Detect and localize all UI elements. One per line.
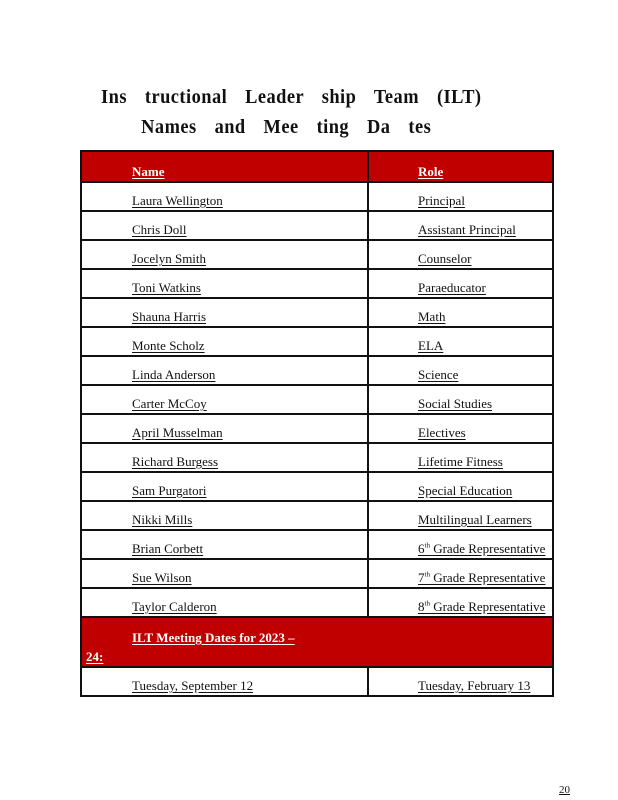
table-row xyxy=(81,182,553,211)
member-name: Monte Scholz xyxy=(132,338,205,353)
member-name: Richard Burgess xyxy=(132,454,219,469)
member-name: Sue Wilson xyxy=(132,570,192,585)
member-role: Lifetime Fitness xyxy=(418,454,503,469)
table-row xyxy=(81,240,553,269)
member-name: Laura Wellington xyxy=(132,193,223,208)
member-role: Assistant Principal xyxy=(418,222,516,237)
member-role: Science xyxy=(418,367,459,382)
meeting-dates-row xyxy=(81,667,553,696)
member-name: April Musselman xyxy=(132,425,223,440)
member-name: Carter McCoy xyxy=(132,396,207,411)
member-name: Taylor Calderon xyxy=(132,599,217,614)
member-role: ELA xyxy=(418,338,444,353)
member-name: Jocelyn Smith xyxy=(132,251,207,266)
member-role: Paraeducator xyxy=(418,280,486,295)
table-row xyxy=(81,211,553,240)
table-row xyxy=(81,501,553,530)
ilt-table xyxy=(80,150,554,697)
member-role: Principal xyxy=(418,193,465,208)
document-title-line1: Ins tructional Leader ship Team (ILT) xyxy=(101,86,482,108)
table-row xyxy=(81,559,553,588)
table-row xyxy=(81,414,553,443)
member-role: 7th Grade Representative xyxy=(418,570,546,585)
member-role: Math xyxy=(418,309,446,324)
table-row xyxy=(81,385,553,414)
table-header-row xyxy=(81,151,553,182)
member-name: Sam Purgatori xyxy=(132,483,207,498)
member-role: Electives xyxy=(418,425,466,440)
meeting-dates-heading: ILT Meeting Dates for 2023 – 24: xyxy=(81,617,553,667)
header-name: Name xyxy=(81,151,368,182)
table-row xyxy=(81,298,553,327)
table-row xyxy=(81,588,553,617)
member-role: Special Education xyxy=(418,483,513,498)
table-row xyxy=(81,356,553,385)
table-row xyxy=(81,472,553,501)
header-role: Role xyxy=(368,151,553,182)
meeting-dates-section-row xyxy=(81,617,553,667)
member-name: Linda Anderson xyxy=(132,367,216,382)
page-number: 20 xyxy=(559,784,570,796)
meeting-date: Tuesday, September 12 xyxy=(132,678,254,693)
member-role: 6th Grade Representative xyxy=(418,541,546,556)
table-row xyxy=(81,327,553,356)
member-role: 8th Grade Representative xyxy=(418,599,546,614)
member-role: Multilingual Learners xyxy=(418,512,532,527)
member-role: Counselor xyxy=(418,251,472,266)
member-name: Brian Corbett xyxy=(132,541,204,556)
member-name: Shauna Harris xyxy=(132,309,207,324)
meeting-date: Tuesday, February 13 xyxy=(418,678,531,693)
member-name: Nikki Mills xyxy=(132,512,193,527)
table-row xyxy=(81,530,553,559)
member-name: Toni Watkins xyxy=(132,280,201,295)
member-role: Social Studies xyxy=(418,396,493,411)
member-name: Chris Doll xyxy=(132,222,187,237)
document-title-line2: Names and Mee ting Da tes xyxy=(141,116,432,138)
table-row xyxy=(81,269,553,298)
table-row xyxy=(81,443,553,472)
